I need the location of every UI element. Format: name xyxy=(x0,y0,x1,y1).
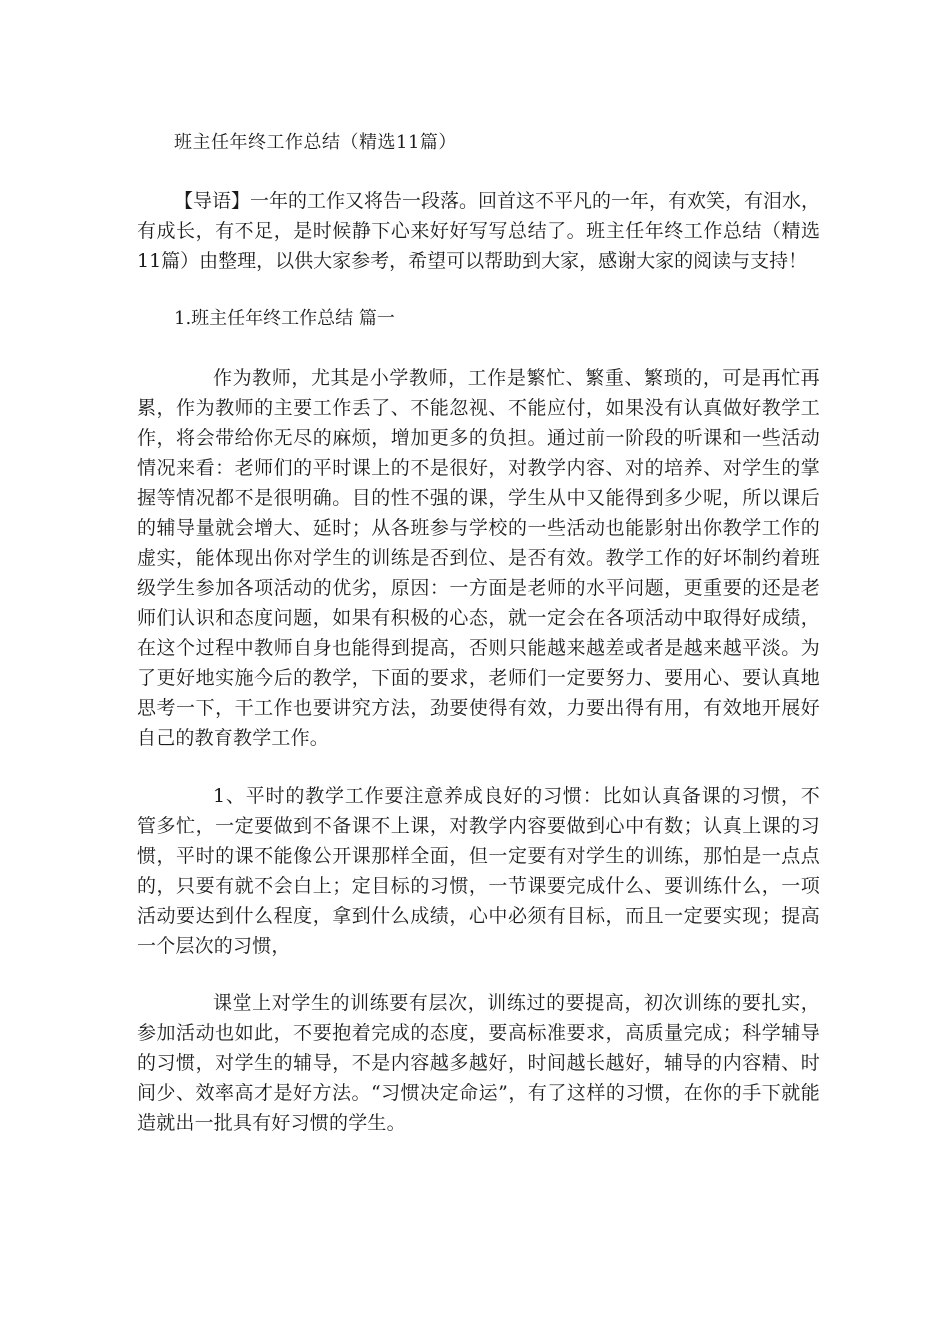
body-paragraph: 1、平时的教学工作要注意养成良好的习惯：比如认真备课的习惯，不管多忙，一定要做到不备课不上课，对教学内容要做到心中有数；认真上课的习惯，平时的课不能像公开课那样全面，但一定要有对学生的训练，那怕是一点点的，只要有就不会白上；定目标的习惯，一节课要完成什么、要训练什么，一项活动要达到什么程度，拿到什么成绩，心中必须有目标，而且一定要实现；提高一个层次的习惯， xyxy=(137,785,820,957)
section-heading: 1.班主任年终工作总结 篇一 xyxy=(174,308,395,329)
body-paragraph: 作为教师，尤其是小学教师，工作是繁忙、繁重、繁琐的，可是再忙再累，作为教师的主要工作丢了、不能忽视、不能应付，如果没有认真做好教学工作，将会带给你无尽的麻烦，增加更多的负担。通过前一阶段的听课和一些活动情况来看：老师们的平时课上的不是很好，对教学内容、对的培养、对学生的掌握等情况都不是很明确。目的性不强的课，学生从中又能得到多少呢，所以课后的辅导量就会增大、延时；从各班参与学校的一些活动也能影射出你教学工作的虚实，能体现出你对学生的训练是否到位、是否有效。教学工作的好坏制约着班级学生参加各项活动的优劣，原因：一方面是老师的水平问题，更重要的还是老师们认识和态度问题，如果有积极的心态，就一定会在各项活动中取得好成绩，在这个过程中教师自身也能得到提高，否则只能越来越差或者是越来越平淡。为了更好地实施今后的教学，下面的要求，老师们一定要努力、要用心、要认真地思考一下，干工作也要讲究方法，劲要使得有效，力要出得有用，有效地开展好自己的教育教学工作。 xyxy=(137,367,820,749)
intro-paragraph: 【导语】一年的工作又将告一段落。回首这不平凡的一年，有欢笑，有泪水，有成长，有不足，是时候静下心来好好写写总结了。班主任年终工作总结（精选11篇）由整理，以供大家参考，希望可以帮助到大家，感谢大家的阅读与支持！ xyxy=(137,190,821,272)
body-paragraph: 课堂上对学生的训练要有层次，训练过的要提高，初次训练的要扎实，参加活动也如此，不要抱着完成的态度，要高标准要求，高质量完成；科学辅导的习惯，对学生的辅导，不是内容越多越好，时间越长越好，辅导的内容精、时间少、效率高才是好方法。“习惯决定命运”，有了这样的习惯，在你的手下就能造就出一批具有好习惯的学生。 xyxy=(137,992,820,1134)
document-page xyxy=(137,128,820,1138)
document-title: 班主任年终工作总结（精选11篇） xyxy=(174,132,457,153)
